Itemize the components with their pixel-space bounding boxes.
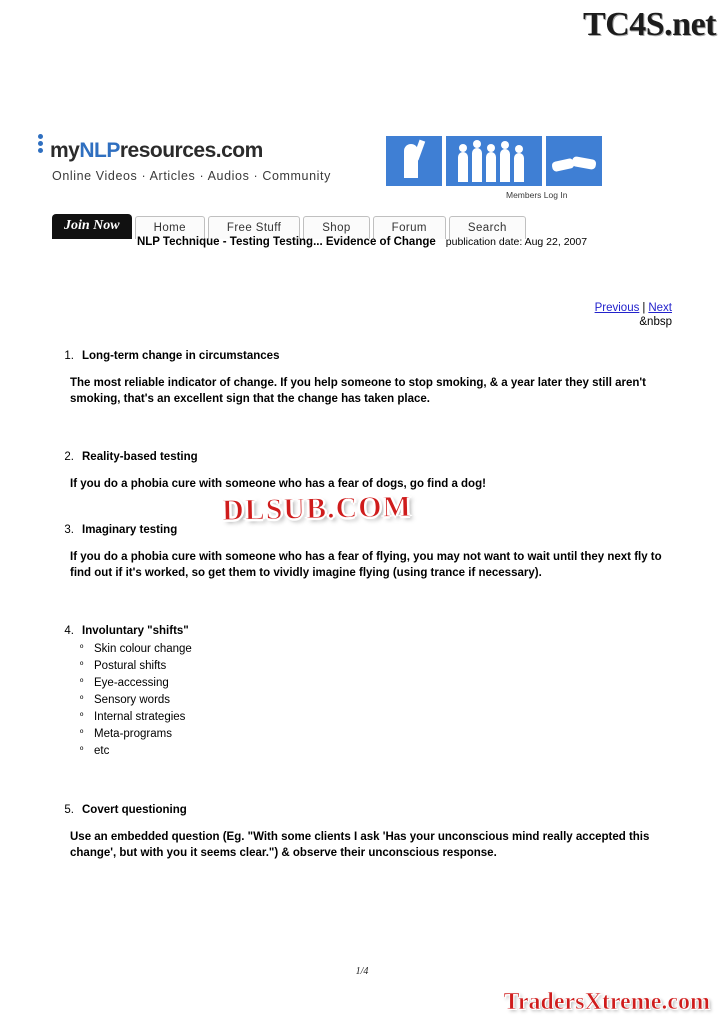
statue-icon [386, 136, 442, 186]
bullet-label: etc [94, 745, 110, 757]
list-item [80, 726, 682, 743]
list-item [80, 675, 682, 692]
page-title: NLP Technique - Testing Testing... Evidence of Change [136, 236, 436, 248]
item-paragraph: The most reliable indicator of change. If you help someone to stop smoking, & a year later they still aren't smoking, that's an excellent sign that the change has taken place. [70, 377, 646, 405]
sub-bullet-list [80, 641, 682, 760]
logo-tagline: Online Videos · Articles · Audios · Community [52, 169, 331, 183]
item-heading: Involuntary "shifts" [82, 625, 189, 637]
list-item [52, 524, 682, 581]
item-number: 4. [64, 625, 74, 637]
item-heading-row [52, 625, 682, 637]
item-heading-row [52, 451, 682, 463]
banner-image-strip [386, 136, 602, 186]
bullet-icon: º [80, 728, 84, 738]
logo-highlight: NLP [79, 139, 120, 162]
tradersxtreme-watermark: TradersXtreme.com [503, 989, 710, 1015]
article-body [52, 350, 682, 877]
item-paragraph: If you do a phobia cure with someone who has a fear of dogs, go find a dog! [70, 478, 486, 490]
list-item [80, 658, 682, 675]
bullet-label: Skin colour change [94, 643, 192, 655]
bullet-label: Postural shifts [94, 660, 167, 672]
publication-date: publication date: Aug 22, 2007 [445, 236, 588, 248]
document-title-row [0, 232, 724, 250]
bullet-icon: º [80, 643, 84, 653]
list-item [80, 743, 682, 760]
nav-tab-search[interactable]: Search [449, 216, 526, 239]
item-heading-row [52, 524, 682, 536]
list-item [52, 625, 682, 760]
people-group-icon [446, 136, 542, 186]
page-number: 1/4 [355, 966, 369, 977]
spacer [52, 776, 682, 804]
logo-dots-icon [38, 132, 50, 155]
item-number: 1. [64, 350, 74, 362]
bullet-label: Internal strategies [94, 711, 186, 723]
pager-separator: | [642, 302, 646, 314]
dlsub-watermark: DLSUB.COM [221, 490, 413, 527]
item-paragraph: If you do a phobia cure with someone who has a fear of flying, you may not want to wait until they next fly to find out if it's worked, so get them to vividly imagine flying (using trance if necessary). [70, 551, 662, 579]
handshake-icon [546, 136, 602, 186]
nbsp-text: &nbsp [639, 316, 672, 328]
list-item [52, 350, 682, 407]
site-logo[interactable] [38, 134, 378, 183]
bullet-icon: º [80, 745, 84, 755]
nav-tab-free-stuff[interactable]: Free Stuff [208, 216, 300, 239]
list-item [52, 451, 682, 492]
item-heading: Imaginary testing [82, 524, 178, 536]
item-number: 5. [64, 804, 74, 816]
join-now-button[interactable]: Join Now [52, 214, 132, 239]
list-item [80, 641, 682, 658]
spacer [52, 597, 682, 625]
bullet-label: Meta-programs [94, 728, 172, 740]
list-item [80, 709, 682, 726]
nav-tab-home[interactable]: Home [135, 216, 205, 239]
bullet-icon: º [80, 694, 84, 704]
previous-link[interactable]: Previous [594, 302, 640, 314]
nav-tab-forum[interactable]: Forum [373, 216, 446, 239]
bullet-icon: º [80, 711, 84, 721]
pager [595, 302, 672, 328]
bullet-label: Eye-accessing [94, 677, 169, 689]
item-heading: Covert questioning [82, 804, 187, 816]
nav-tab-shop[interactable]: Shop [303, 216, 369, 239]
spacer [52, 423, 682, 451]
next-link[interactable]: Next [648, 302, 672, 314]
bullet-icon: º [80, 677, 84, 687]
logo-text [38, 134, 378, 163]
item-heading-row [52, 350, 682, 362]
members-login-link[interactable]: Members Log In [506, 190, 568, 200]
tc4s-watermark: TC4S.net [583, 6, 716, 43]
item-heading-row [52, 804, 682, 816]
logo-suffix: resources.com [119, 139, 263, 162]
item-number: 2. [64, 451, 74, 463]
item-paragraph: Use an embedded question (Eg. "With some clients I ask 'Has your unconscious mind really accepted this change', but with you it seems clear.") & observe their unconscious response. [70, 831, 650, 859]
bullet-icon: º [80, 660, 84, 670]
item-number: 3. [64, 524, 74, 536]
item-heading: Reality-based testing [82, 451, 198, 463]
logo-prefix: my [50, 139, 80, 162]
list-item [80, 692, 682, 709]
bullet-label: Sensory words [94, 694, 171, 706]
list-item [52, 804, 682, 861]
item-heading: Long-term change in circumstances [82, 350, 280, 362]
